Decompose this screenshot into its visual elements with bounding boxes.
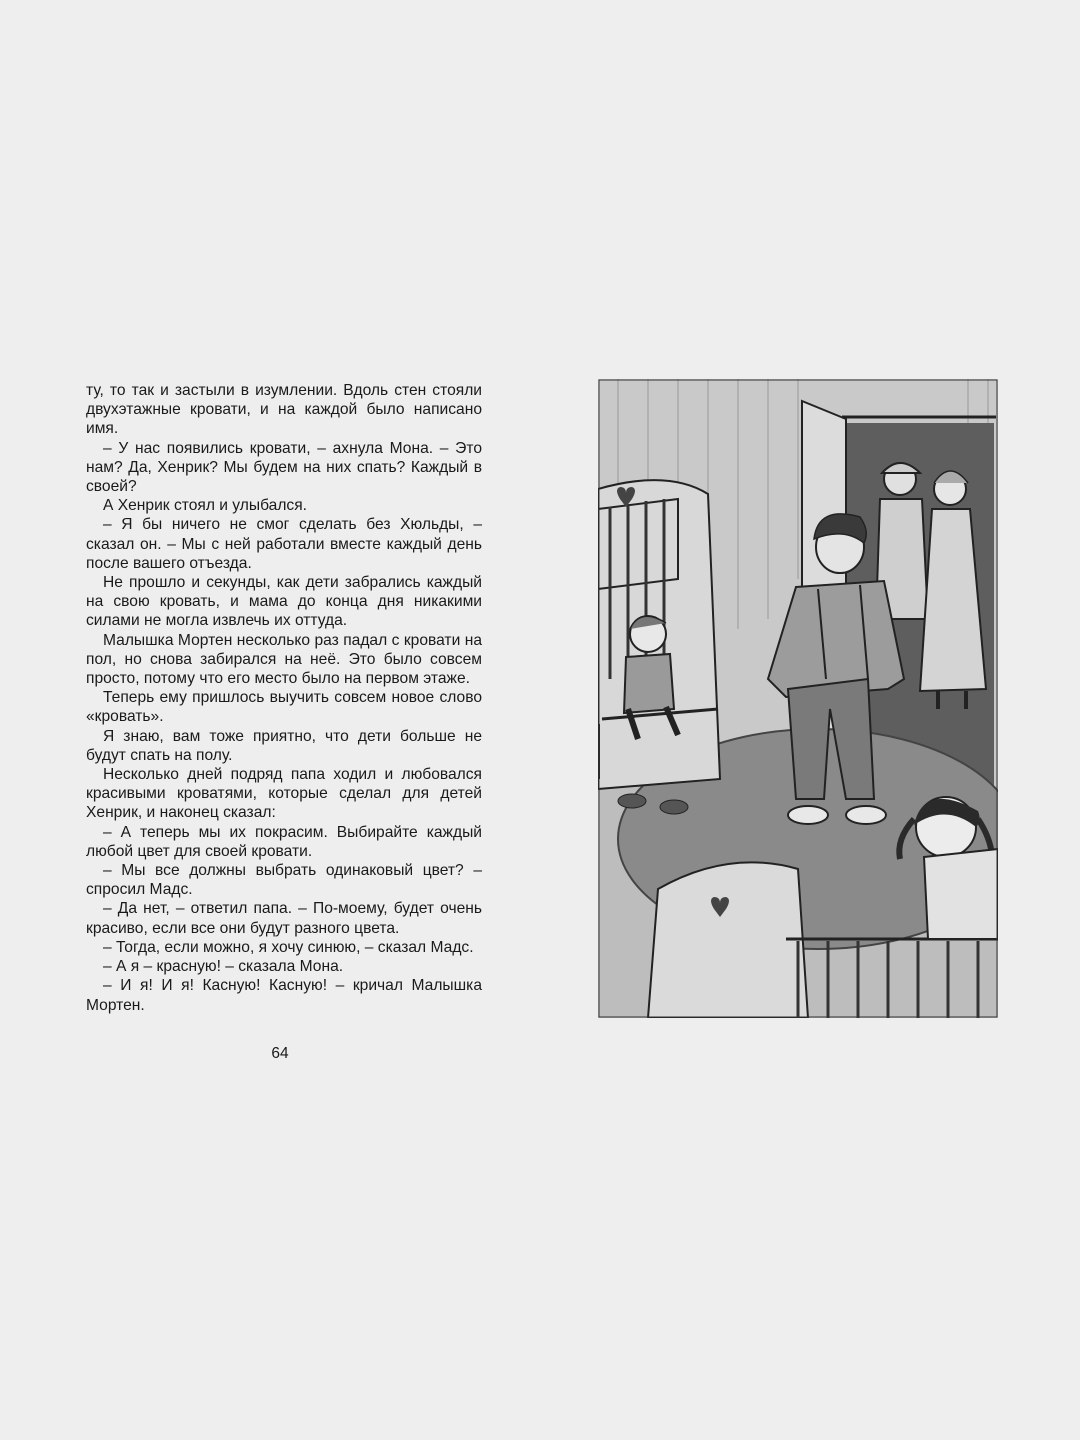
paragraph: Не прошло и секунды, как дети забрались каждый на свою кровать, и мама до конца дня никакими силами не могла извлечь их оттуда. xyxy=(86,574,482,630)
page-number: 64 xyxy=(271,1045,289,1062)
paragraph: Малышка Мортен несколько раз падал с кровати на пол, но снова забирался на неё. Это было совсем просто, потому что его место было на первом этаже. xyxy=(86,631,482,688)
paragraph: Теперь ему пришлось выучить совсем новое слово «кровать». xyxy=(86,689,482,726)
paragraph: – У нас появились кровати, – ахнула Мона. – Это нам? Да, Хенрик? Мы будем на них спать? Каждый в своей? xyxy=(86,439,482,496)
paragraph: – А теперь мы их покрасим. Выбирайте каждый любой цвет для своей кровати. xyxy=(86,823,482,860)
paragraph: А Хенрик стоял и улыбался. xyxy=(103,497,307,515)
paragraph: Я знаю, вам тоже приятно, что дети больше не будут спать на полу. xyxy=(86,727,482,764)
paragraph: – Я бы ничего не смог сделать без Хюльды, – сказал он. – Мы с ней работали вместе каждый день после вашего отъезда. xyxy=(86,516,482,572)
paragraph: – Да нет, – ответил папа. – По-моему, будет очень красиво, если все они будут разного цвета. xyxy=(86,900,482,937)
paragraph: Несколько дней подряд папа ходил и любовался красивыми кроватями, которые сделал для детей Хенрик, и наконец сказал: xyxy=(86,766,482,822)
paragraph: – И я! И я! Касную! Касную! – кричал Малышка Мортен. xyxy=(86,977,482,1014)
paragraph: – Мы все должны выбрать одинаковый цвет? – спросил Мадс. xyxy=(86,862,482,899)
paragraph: – Тогда, если можно, я хочу синюю, – сказал Мадс. xyxy=(103,938,474,956)
illustration-drawing xyxy=(598,379,998,1018)
paragraph: ту, то так и застыли в изумлении. Вдоль стен стояли двухэтажные кровати, и на каждой было написано имя. xyxy=(86,382,482,438)
illustration xyxy=(598,379,998,1018)
text-column xyxy=(86,381,482,1015)
paragraph: – А я – красную! – сказала Мона. xyxy=(103,958,344,976)
